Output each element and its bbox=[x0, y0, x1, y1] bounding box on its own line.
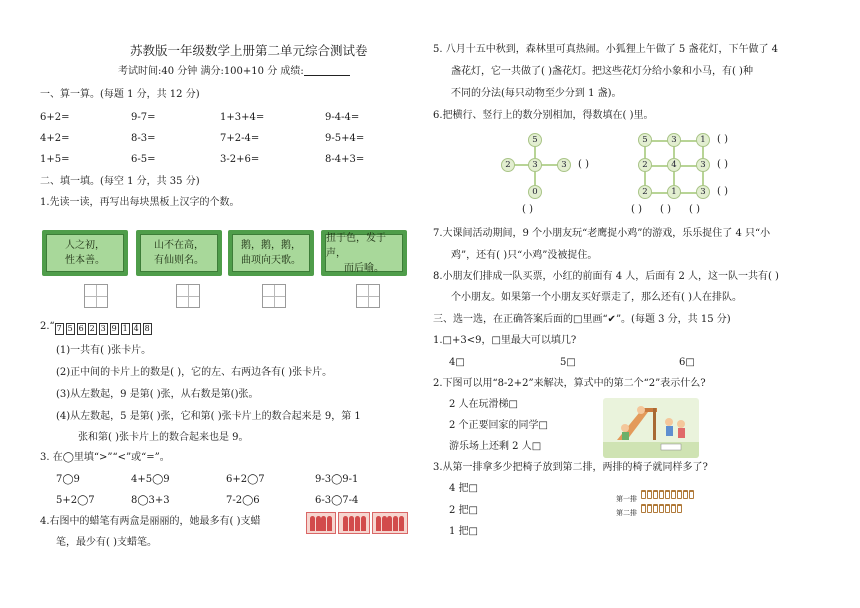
q2-line-2: (2)正中间的卡片上的数是( )，它的左、右两边各有( )张卡片。 bbox=[56, 367, 333, 378]
chair-icon bbox=[647, 504, 652, 513]
number-circle: 0 bbox=[528, 185, 542, 199]
calc-item: 4+2= bbox=[40, 133, 70, 144]
number-circle: 3 bbox=[667, 133, 681, 147]
board-line: 性本善。 bbox=[65, 255, 105, 266]
board-line: 鹅，鹅，鹅， bbox=[241, 240, 301, 251]
number-card: 3 bbox=[100, 324, 106, 333]
compare-item[interactable]: 7◯9 bbox=[56, 474, 80, 485]
number-circle: 2 bbox=[638, 158, 652, 172]
exam-info-text: 考试时间:40 分钟 满分:100+10 分 成绩: bbox=[118, 66, 304, 77]
answer-blank[interactable]: ( ) bbox=[660, 204, 671, 215]
chair-icon bbox=[665, 490, 670, 499]
answer-grid-2[interactable] bbox=[176, 284, 200, 308]
q2-line-5: 张和第( )张卡片上的数合起来也是 9。 bbox=[78, 432, 249, 443]
answer-blank[interactable]: ( ) bbox=[717, 159, 728, 170]
q5-line-2: 盏花灯，它一共做了( )盏花灯。把这些花灯分给小象和小马，有( )种 bbox=[451, 66, 753, 77]
row1-label: 第一排 bbox=[616, 495, 637, 503]
q8-line-1: 8.小朋友们排成一队买票，小红的前面有 4 人，后面有 2 人，这一队一共有( ) bbox=[433, 271, 779, 282]
chair-row-2 bbox=[641, 504, 682, 513]
chair-icon bbox=[683, 490, 688, 499]
playground-slide-icon bbox=[603, 398, 699, 458]
row2-label: 第二排 bbox=[616, 509, 637, 517]
blackboard-text bbox=[140, 234, 218, 272]
compare-item[interactable]: 5+2◯7 bbox=[56, 495, 95, 506]
option-checkbox[interactable]: 1 把□ bbox=[449, 526, 478, 537]
number-card: 6 bbox=[78, 324, 84, 333]
calc-item: 1+5= bbox=[40, 154, 70, 165]
answer-blank[interactable]: ( ) bbox=[631, 204, 642, 215]
question-2-4-line2: 笔，最少有( )支蜡笔。 bbox=[56, 537, 157, 548]
number-circle: 1 bbox=[696, 133, 710, 147]
crayon-icon bbox=[310, 516, 315, 531]
section2-heading: 二、填一填。(每空 1 分，共 35 分) bbox=[40, 176, 200, 187]
number-circle: 2 bbox=[501, 158, 515, 172]
number-circle: 3 bbox=[557, 158, 571, 172]
compare-item[interactable]: 8◯3+3 bbox=[131, 495, 170, 506]
q8-line-2: 个小朋友。如果第一个小朋友买好票走了，那么还有( )人在排队。 bbox=[451, 292, 742, 303]
board-line: 扭于色，发于声， bbox=[326, 232, 386, 259]
number-card: 9 bbox=[111, 324, 117, 333]
question-2-2: 2.“ 7 5 6 2 3 9 1 4 8 bbox=[40, 321, 150, 333]
score-blank[interactable] bbox=[304, 65, 350, 76]
blackboard-2 bbox=[136, 230, 222, 276]
chair-icon bbox=[671, 490, 676, 499]
crayon-icon bbox=[393, 516, 398, 531]
crayon-icon bbox=[382, 516, 387, 531]
calc-row-1 bbox=[40, 111, 69, 125]
compare-item[interactable]: 7-2◯6 bbox=[226, 495, 260, 506]
number-card: 7 bbox=[56, 324, 62, 333]
compare-item[interactable]: 9-3◯9-1 bbox=[315, 474, 359, 485]
number-card: 2 bbox=[89, 324, 95, 333]
chair-icon bbox=[653, 490, 658, 499]
crayon-icon bbox=[316, 516, 321, 531]
playground-illustration bbox=[603, 398, 699, 458]
calc-item: 9-7= bbox=[131, 112, 156, 123]
question-3-3: 3.从第一排拿多少把椅子放到第二排，两排的椅子就同样多了? bbox=[433, 462, 708, 473]
q2-line-1: (1)一共有( )张卡片。 bbox=[56, 345, 152, 356]
blackboard-3 bbox=[228, 230, 314, 276]
chair-icon bbox=[641, 490, 646, 499]
question-3-1: 1.□+3<9，□里最大可以填几? bbox=[433, 335, 577, 346]
crayon-icon bbox=[343, 516, 348, 531]
chair-icon bbox=[659, 504, 664, 513]
calc-item: 9-4-4= bbox=[325, 112, 360, 123]
answer-blank[interactable]: ( ) bbox=[522, 204, 533, 215]
q2-line-4: (4)从左数起，5 是第( )张，它和第( )张卡片上的数合起来是 9，第 1 bbox=[56, 411, 361, 422]
crayon-box-1 bbox=[306, 512, 336, 534]
option-checkbox[interactable]: 4□ bbox=[449, 357, 465, 368]
number-card: 4 bbox=[133, 324, 139, 333]
question-3-2: 2.下图可以用“8-2+2”来解决，算式中的第二个“2”表示什么? bbox=[433, 378, 706, 389]
calc-item: 6+2= bbox=[40, 112, 70, 123]
answer-blank[interactable]: ( ) bbox=[717, 134, 728, 145]
answer-grid-3[interactable] bbox=[262, 284, 286, 308]
q7-line-2: 鸡”，还有( )只“小鸡”没被捉住。 bbox=[451, 250, 598, 261]
board-line: 人之初， bbox=[65, 240, 105, 251]
option-checkbox[interactable]: 6□ bbox=[679, 357, 695, 368]
question-number: 2. bbox=[40, 321, 50, 332]
board-line: 有仙则名。 bbox=[154, 255, 204, 266]
blackboard-text bbox=[325, 234, 403, 272]
crayon-icon bbox=[349, 516, 354, 531]
answer-blank[interactable]: ( ) bbox=[689, 204, 700, 215]
blackboard-4 bbox=[321, 230, 407, 276]
calc-item: 7+2-4= bbox=[220, 133, 260, 144]
answer-grid-4[interactable] bbox=[356, 284, 380, 308]
board-line: 曲项向天歌。 bbox=[241, 255, 301, 266]
chair-icon bbox=[671, 504, 676, 513]
answer-blank[interactable]: ( ) bbox=[717, 186, 728, 197]
crayon-icon bbox=[321, 516, 326, 531]
q5-line-3: 不同的分法(每只动物至少分到 1 盏)。 bbox=[451, 88, 622, 99]
option-checkbox[interactable]: 2 把□ bbox=[449, 505, 478, 516]
crayon-icon bbox=[361, 516, 366, 531]
option-checkbox[interactable]: 5□ bbox=[560, 357, 576, 368]
chair-icon bbox=[641, 504, 646, 513]
blackboard-text bbox=[46, 234, 124, 272]
crayon-box-3 bbox=[372, 512, 408, 534]
board-line: 山不在高， bbox=[154, 240, 204, 251]
option-checkbox[interactable]: 2 个正要回家的同学□ bbox=[449, 420, 548, 431]
number-circle: 3 bbox=[696, 158, 710, 172]
q2-line-3: (3)从左数起，9 是第( )张，从右数是第()张。 bbox=[56, 389, 259, 400]
question-6: 6.把横行、竖行上的数分别相加，得数填在( )里。 bbox=[433, 110, 654, 121]
compare-item[interactable]: 6+2◯7 bbox=[226, 474, 265, 485]
calc-item: 8-4+3= bbox=[325, 154, 365, 165]
number-circle: 3 bbox=[528, 158, 542, 172]
q7-line-1: 7.大课间活动期间，9 个小朋友玩“老鹰捉小鸡”的游戏，乐乐捉住了 4 只“小 bbox=[433, 228, 771, 239]
chair-icon bbox=[647, 490, 652, 499]
board-line: 而后喻。 bbox=[344, 262, 384, 274]
exam-info bbox=[118, 65, 350, 79]
calc-item: 1+3+4= bbox=[220, 112, 265, 123]
calc-item: 3-2+6= bbox=[220, 154, 260, 165]
chair-icon bbox=[665, 504, 670, 513]
crayon-icon bbox=[399, 516, 404, 531]
number-circle: 2 bbox=[638, 185, 652, 199]
option-checkbox[interactable]: 游乐场上还剩 2 人□ bbox=[449, 441, 542, 452]
answer-grid-1[interactable] bbox=[84, 284, 108, 308]
question-2-1: 1.先读一读，再写出每块黑板上汉字的个数。 bbox=[40, 197, 240, 208]
option-checkbox[interactable]: 2 人在玩滑梯□ bbox=[449, 399, 518, 410]
section3-heading: 三、选一选，在正确答案后面的□里画“✔”。(每题 3 分，共 15 分) bbox=[433, 314, 731, 325]
option-checkbox[interactable]: 4 把□ bbox=[449, 483, 478, 494]
number-cards bbox=[55, 323, 152, 335]
crayon-icon bbox=[387, 516, 392, 531]
number-card: 8 bbox=[144, 324, 150, 333]
number-card: 5 bbox=[67, 324, 73, 333]
compare-item[interactable]: 4+5◯9 bbox=[131, 474, 170, 485]
number-card: 1 bbox=[122, 324, 128, 333]
question-2-4-line1: 4.右图中的蜡笔有两盒是丽丽的，她最多有( )支蜡 bbox=[40, 516, 261, 527]
answer-blank[interactable]: ( ) bbox=[578, 159, 589, 170]
chair-icon bbox=[689, 490, 694, 499]
section1-heading: 一、算一算。(每题 1 分，共 12 分) bbox=[40, 89, 200, 100]
number-circle: 5 bbox=[638, 133, 652, 147]
number-circle: 3 bbox=[696, 185, 710, 199]
number-circle: 1 bbox=[667, 185, 681, 199]
crayon-icon bbox=[327, 516, 332, 531]
chair-icon bbox=[677, 504, 682, 513]
compare-item[interactable]: 6-3◯7-4 bbox=[315, 495, 359, 506]
calc-item: 8-3= bbox=[131, 133, 156, 144]
question-2-3: 3. 在◯里填“>”“<”或“=”。 bbox=[40, 452, 170, 463]
blackboard-text bbox=[232, 234, 310, 272]
blackboard-1 bbox=[42, 230, 128, 276]
chair-row-1 bbox=[641, 490, 694, 499]
calc-item: 6-5= bbox=[131, 154, 156, 165]
calc-item: 9-5+4= bbox=[325, 133, 365, 144]
number-circle: 4 bbox=[667, 158, 681, 172]
crayon-icon bbox=[355, 516, 360, 531]
chair-icon bbox=[653, 504, 658, 513]
chair-icon bbox=[659, 490, 664, 499]
crayon-box-2 bbox=[338, 512, 370, 534]
crayon-icon bbox=[376, 516, 381, 531]
q5-line-1: 5. 八月十五中秋到，森林里可真热闹。小狐狸上午做了 5 盏花灯，下午做了 4 bbox=[433, 44, 778, 55]
page-title: 苏教版一年级数学上册第二单元综合测试卷 bbox=[130, 43, 368, 58]
chair-icon bbox=[677, 490, 682, 499]
number-circle: 5 bbox=[528, 133, 542, 147]
